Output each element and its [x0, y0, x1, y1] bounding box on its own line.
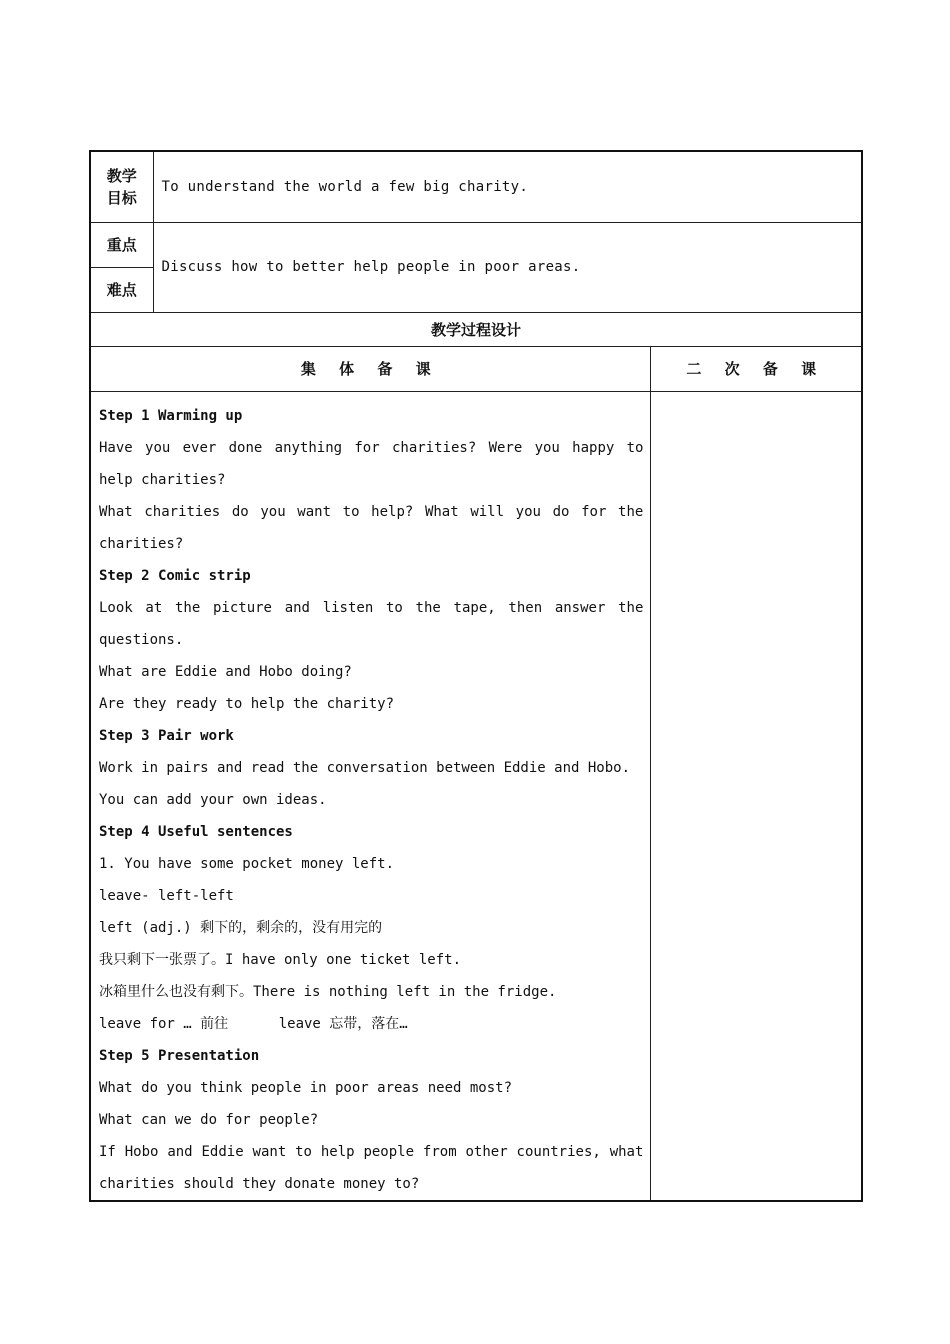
- word: and: [167, 1143, 193, 1160]
- step-2-line-4: Are they ready to help the charity?: [99, 695, 395, 712]
- word: the: [618, 599, 644, 616]
- word: tape,: [453, 599, 496, 616]
- step-3-line-1: Work in pairs and read the conversation between Eddie and Hobo.: [99, 759, 631, 776]
- word: If: [99, 1143, 116, 1160]
- word: at: [145, 599, 163, 616]
- word: do: [552, 503, 570, 520]
- secondary-prep-content: [650, 391, 862, 1201]
- column-header-row: [90, 346, 862, 391]
- word: other: [465, 1143, 508, 1160]
- word: do: [231, 503, 249, 520]
- word: Eddie: [201, 1143, 244, 1160]
- word: you: [260, 503, 286, 520]
- word: ever: [182, 439, 217, 456]
- word: charities: [144, 503, 221, 520]
- word: you: [515, 503, 541, 520]
- step-3-line-2: You can add your own ideas.: [99, 791, 327, 808]
- word: the: [174, 599, 201, 616]
- word: for: [581, 503, 607, 520]
- difficult-points-label: 难点: [90, 267, 153, 312]
- word: want: [252, 1143, 287, 1160]
- step-5-line-3: [99, 1136, 644, 1168]
- secondary-prep-header: 二 次 备 课: [650, 346, 862, 391]
- collective-prep-content: [90, 391, 650, 1201]
- word: from: [422, 1143, 457, 1160]
- key-points-row: [90, 222, 862, 267]
- word: the: [618, 503, 644, 520]
- step-1-line-1: [99, 432, 644, 464]
- word: help: [320, 1143, 355, 1160]
- word: people: [363, 1143, 415, 1160]
- step-2-line-2: questions.: [99, 631, 184, 648]
- step-4-heading: Step 4 Useful sentences: [99, 823, 293, 840]
- word: answer: [554, 599, 606, 616]
- word: Have: [99, 439, 133, 456]
- word: will: [470, 503, 505, 520]
- step-5-heading: Step 5 Presentation: [99, 1047, 260, 1064]
- word: picture: [212, 599, 272, 616]
- word: want: [297, 503, 332, 520]
- step-2-line-3: What are Eddie and Hobo doing?: [99, 663, 352, 680]
- content-row: [90, 391, 862, 1201]
- word: What: [424, 503, 459, 520]
- word: for: [354, 439, 380, 456]
- word: the: [415, 599, 441, 616]
- step-1-line-4: charities?: [99, 535, 184, 552]
- word: you: [145, 439, 171, 456]
- objectives-label-line2: 目标: [106, 188, 137, 207]
- word: Were: [488, 439, 523, 456]
- key-points-text: Discuss how to better help people in poor areas.: [153, 222, 862, 312]
- word: to: [385, 599, 403, 616]
- lesson-plan-table: [89, 150, 863, 1202]
- word: happy: [572, 439, 615, 456]
- word: listen: [322, 599, 374, 616]
- word: what: [609, 1143, 644, 1160]
- step-4-line-5: 冰箱里什么也没有剩下。There is nothing left in the fridge.: [99, 983, 557, 1000]
- lesson-plan-sheet: [89, 150, 861, 1202]
- step-1-heading: Step 1 Warming up: [99, 407, 243, 424]
- word: countries,: [516, 1143, 601, 1160]
- word: and: [284, 599, 310, 616]
- step-4-line-3: left (adj.) 剩下的，剩余的，没有用完的: [99, 919, 383, 936]
- word: done: [228, 439, 263, 456]
- step-4-line-4: 我只剩下一张票了。I have only one ticket left.: [99, 951, 462, 968]
- word: Look: [99, 599, 133, 616]
- step-5-line-4: charities should they donate money to?: [99, 1175, 420, 1192]
- step-2-heading: Step 2 Comic strip: [99, 567, 251, 584]
- word: What: [99, 503, 133, 520]
- step-5-line-1: What do you think people in poor areas need most?: [99, 1079, 513, 1096]
- step-3-heading: Step 3 Pair work: [99, 727, 234, 744]
- key-points-label: 重点: [90, 222, 153, 267]
- step-2-line-1: [99, 592, 644, 624]
- word: you: [534, 439, 560, 456]
- step-4-line-6: leave for … 前往 leave 忘带，落在…: [99, 1015, 408, 1032]
- objectives-row: [90, 151, 862, 222]
- word: to: [295, 1143, 312, 1160]
- objectives-label: [90, 151, 153, 222]
- step-4-line-1: 1. You have some pocket money left.: [99, 855, 395, 872]
- word: to: [342, 503, 360, 520]
- step-5-line-2: What can we do for people?: [99, 1111, 319, 1128]
- word: help?: [371, 503, 414, 520]
- step-4-line-2: leave- left-left: [99, 887, 234, 904]
- word: anything: [274, 439, 343, 456]
- step-1-line-3: [99, 496, 644, 528]
- word: charities?: [391, 439, 477, 456]
- word: to: [626, 439, 644, 456]
- objectives-label-line1: 教学: [106, 166, 137, 185]
- objectives-text: To understand the world a few big charity.: [153, 151, 862, 222]
- collective-prep-header: 集 体 备 课: [90, 346, 650, 391]
- step-1-line-2: help charities?: [99, 471, 226, 488]
- word: Hobo: [124, 1143, 159, 1160]
- word: then: [508, 599, 543, 616]
- process-title-row: [90, 312, 862, 346]
- process-title: 教学过程设计: [90, 312, 862, 346]
